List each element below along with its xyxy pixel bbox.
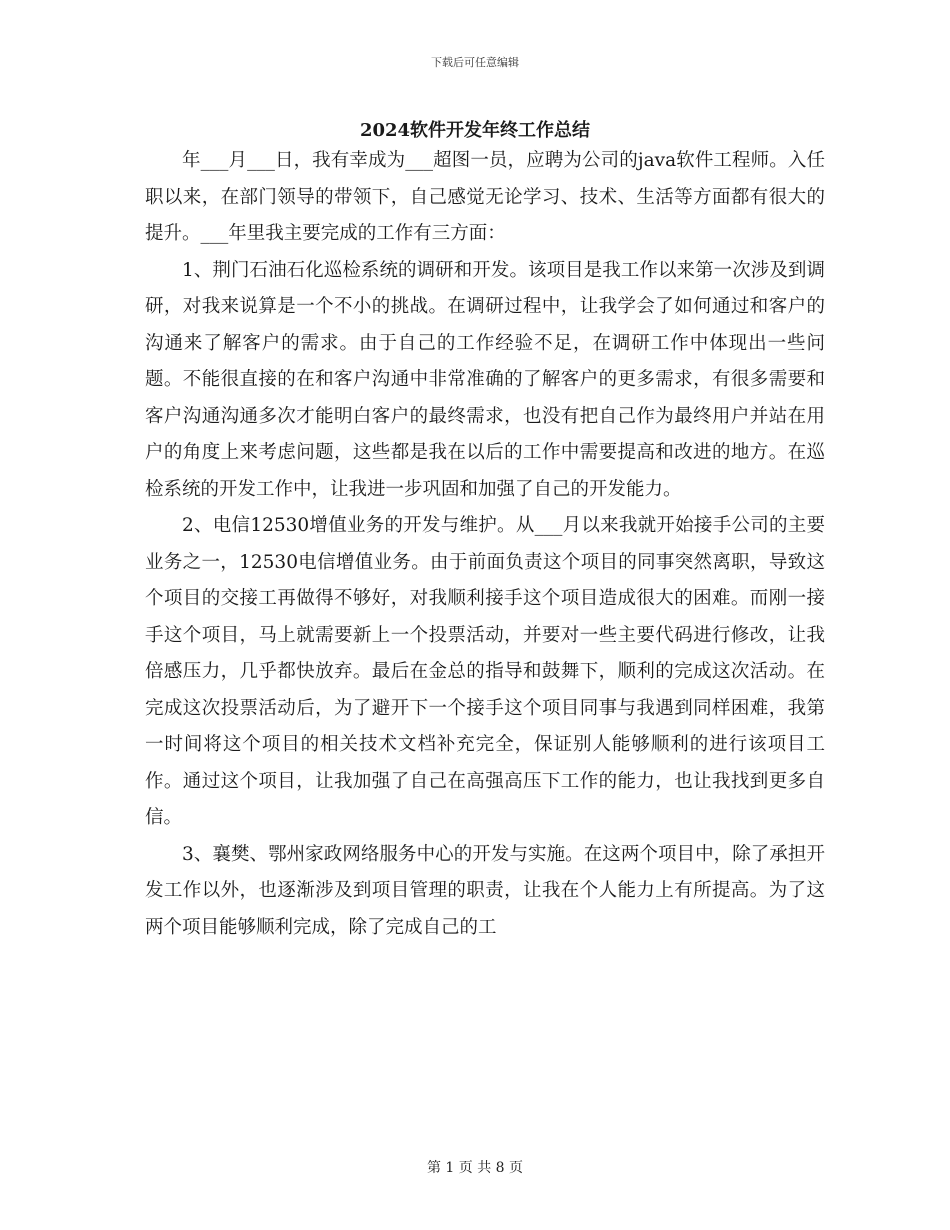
header-note: 下载后可任意编辑	[431, 56, 519, 69]
document-body	[145, 143, 825, 946]
paragraph-item-1: 1、荆门石油石化巡检系统的调研和开发。该项目是我工作以来第一次涉及到调研，对我来说算是一个不小的挑战。在调研过程中，让我学会了如何通过和客户的沟通来了解客户的需求。由于自己的工作经验不足，在调研工作中体现出一些问题。不能很直接的在和客户沟通中非常准确的了解客户的更多需求，有很多需要和客户沟通沟通多次才能明白客户的最终需求，也没有把自己作为最终用户并站在用户的角度上来考虑问题，这些都是我在以后的工作中需要提高和改进的地方。在巡检系统的开发工作中，让我进一步巩固和加强了自己的开发能力。	[145, 259, 825, 500]
paragraph-item-2: 2、电信12530增值业务的开发与维护。从___月以来我就开始接手公司的主要业务之一，12530电信增值业务。由于前面负责这个项目的同事突然离职，导致这个项目的交接工再做得不够好，对我顺利接手这个项目造成很大的困难。而刚一接手这个项目，马上就需要新上一个投票活动，并要对一些主要代码进行修改，让我倍感压力，几乎都快放弃。最后在金总的指导和鼓舞下，顺利的完成这次活动。在完成这次投票活动后，为了避开下一个接手这个项目同事与我遇到同样困难，我第一时间将这个项目的相关技术文档补充完全，保证别人能够顺利的进行该项目工作。通过这个项目，让我加强了自己在高强高压下工作的能力，也让我找到更多自信。	[145, 515, 825, 828]
page-number: 第 1 页 共 8 页	[426, 1160, 524, 1176]
paragraph-item-3: 3、襄樊、鄂州家政网络服务中心的开发与实施。在这两个项目中，除了承担开发工作以外，也逐渐涉及到项目管理的职责，让我在个人能力上有所提高。为了这两个项目能够顺利完成，除了完成自己的工	[145, 843, 825, 938]
document-title: 2024软件开发年终工作总结	[359, 120, 591, 141]
paragraph-intro: 年___月___日，我有幸成为___超图一员，应聘为公司的java软件工程师。入任职以来，在部门领导的带领下，自己感觉无论学习、技术、生活等方面都有很大的提升。___年里我主要完成的工作有三方面：	[145, 150, 825, 244]
